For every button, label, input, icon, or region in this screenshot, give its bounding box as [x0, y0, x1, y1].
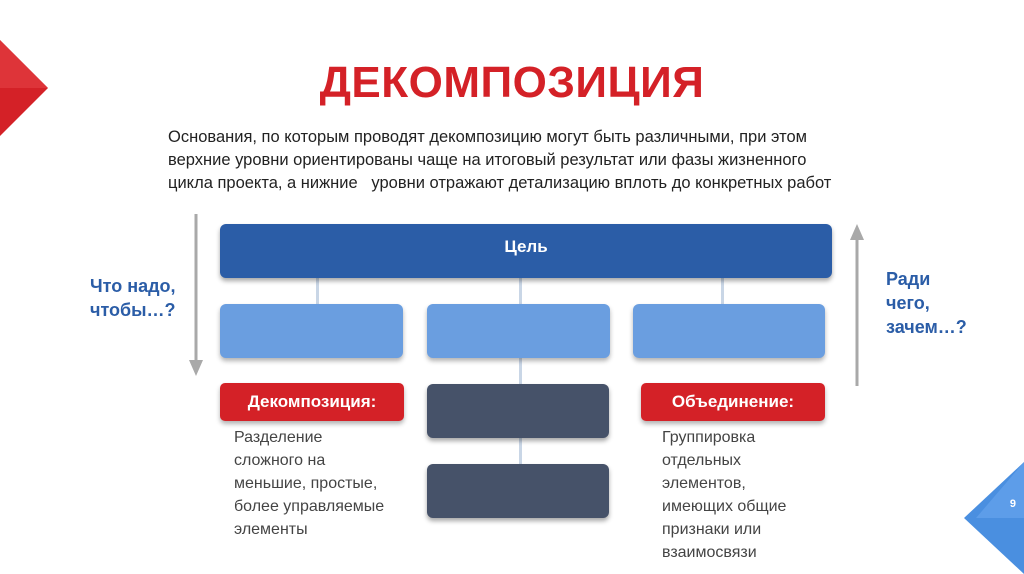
intro-paragraph: [168, 126, 888, 195]
task-box-1: [427, 384, 609, 438]
intro-line: Основания, по которым проводят декомпозицию могут быть различными, при этом: [168, 128, 807, 146]
connector-goal-center: [519, 278, 522, 304]
subgoal-box-left: [220, 304, 403, 358]
decomposition-label: [220, 383, 404, 421]
right-question: [886, 267, 996, 339]
description-line: сложного на: [234, 452, 326, 469]
connector-center-down-1: [519, 358, 522, 384]
subgoal-box-center: [427, 304, 610, 358]
left-question: [90, 274, 190, 322]
goal-box: [220, 224, 832, 278]
unification-description: [662, 426, 832, 564]
task-box-2: [427, 464, 609, 518]
question-line: чего,: [886, 293, 930, 313]
arrow-down-icon: [187, 214, 205, 378]
description-line: Группировка: [662, 429, 756, 446]
intro-line: верхние уровни ориентированы чаще на итоговый результат или фазы жизненного: [168, 151, 807, 169]
intro-line: цикла проекта, а нижние уровни отражают детализацию вплоть до конкретных работ: [168, 174, 832, 192]
unification-label-text: Объединение:: [671, 392, 795, 411]
arrow-up-icon: [848, 222, 866, 386]
description-line: имеющих общие: [662, 498, 787, 515]
connector-goal-right: [721, 278, 724, 304]
description-line: признаки или: [662, 521, 762, 538]
description-line: меньшие, простые,: [234, 475, 378, 492]
unification-label: [641, 383, 825, 421]
decomposition-label-text: Декомпозиция:: [247, 392, 377, 411]
decomposition-description: [234, 426, 414, 541]
connector-goal-left: [316, 278, 319, 304]
slide-title: ДЕКОМПОЗИЦИЯ: [319, 58, 705, 107]
description-line: взаимосвязи: [662, 544, 757, 561]
goal-label: Цель: [504, 237, 548, 256]
description-line: отдельных: [662, 452, 742, 469]
description-line: элементов,: [662, 475, 746, 492]
page-number: 9: [1009, 498, 1016, 510]
question-line: чтобы…?: [90, 300, 176, 320]
question-line: зачем…?: [886, 317, 967, 337]
connector-center-down-2: [519, 438, 522, 464]
description-line: элементы: [234, 521, 308, 538]
corner-decoration-bottom-right: [964, 462, 1024, 574]
question-line: Что надо,: [90, 276, 176, 296]
subgoal-box-right: [633, 304, 825, 358]
description-line: более управляемые: [234, 498, 385, 515]
description-line: Разделение: [234, 429, 323, 446]
question-line: Ради: [886, 269, 931, 289]
